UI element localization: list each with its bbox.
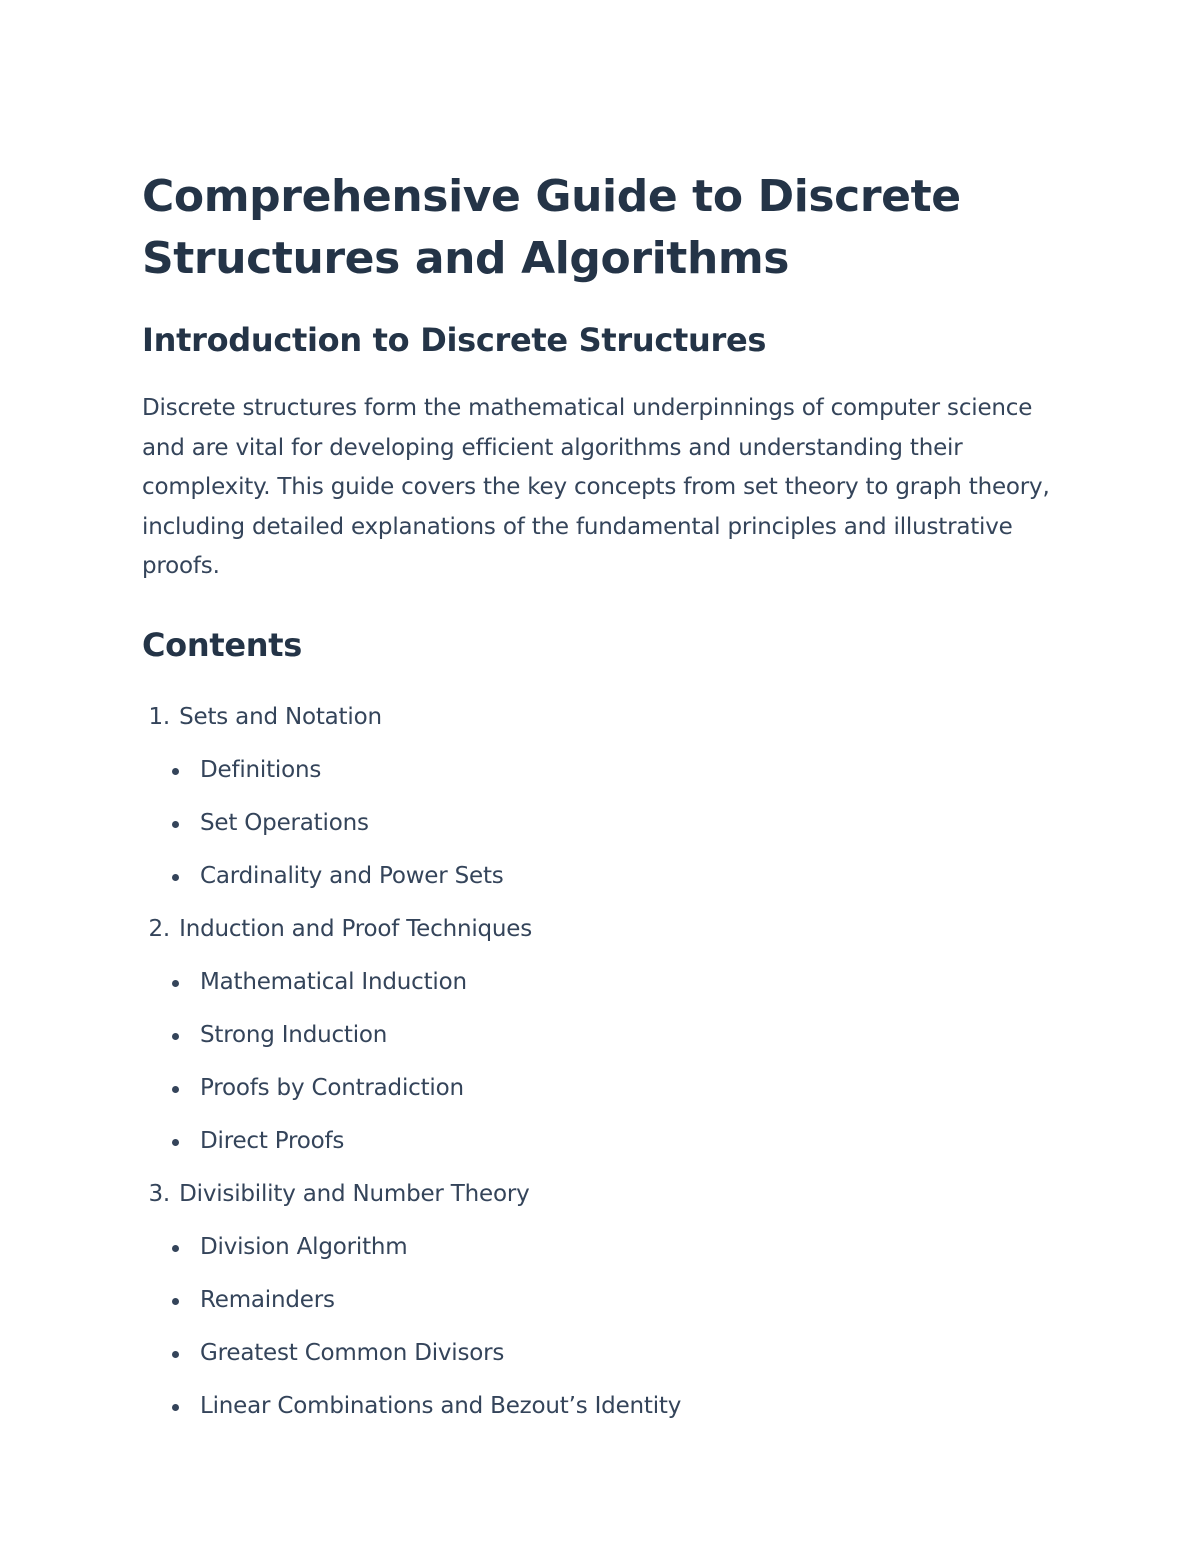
toc-subitem-label: Definitions <box>200 756 322 783</box>
toc-section-number: 2. <box>148 915 170 942</box>
toc-subitem-label: Proofs by Contradiction <box>200 1074 464 1101</box>
toc-section <box>142 691 1072 744</box>
toc-subitem <box>142 744 1072 797</box>
contents-heading: Contents <box>142 625 302 664</box>
toc-subitem-label: Cardinality and Power Sets <box>200 862 504 889</box>
bullet-icon <box>172 874 179 881</box>
toc-subitem-label: Remainders <box>200 1286 335 1313</box>
bullet-icon <box>172 980 179 987</box>
toc-subitem <box>142 1221 1072 1274</box>
toc-subitem <box>142 1327 1072 1380</box>
toc-section-number: 1. <box>148 703 170 730</box>
intro-heading: Introduction to Discrete Structures <box>142 321 767 359</box>
bullet-icon <box>172 1351 179 1358</box>
toc-section-label: Divisibility and Number Theory <box>179 1180 530 1207</box>
table-of-contents <box>142 691 1072 1433</box>
bullet-icon <box>172 1245 179 1252</box>
toc-subitem-label: Greatest Common Divisors <box>200 1339 505 1366</box>
toc-section-label: Induction and Proof Techniques <box>179 915 533 942</box>
bullet-icon <box>172 821 179 828</box>
document-page <box>142 166 1072 1433</box>
bullet-icon <box>172 1139 179 1146</box>
toc-subitem <box>142 850 1072 903</box>
bullet-icon <box>172 1298 179 1305</box>
toc-subitem-label: Division Algorithm <box>200 1233 408 1260</box>
toc-subitem-label: Linear Combinations and Bezout’s Identity <box>200 1392 682 1419</box>
toc-subitem <box>142 1115 1072 1168</box>
toc-subitem <box>142 797 1072 850</box>
toc-subitem <box>142 1274 1072 1327</box>
toc-section <box>142 903 1072 956</box>
toc-subitem-label: Direct Proofs <box>200 1127 345 1154</box>
bullet-icon <box>172 1404 179 1411</box>
toc-subitem-label: Strong Induction <box>200 1021 388 1048</box>
toc-subitem <box>142 1062 1072 1115</box>
toc-subitem-label: Set Operations <box>200 809 369 836</box>
toc-subitem <box>142 1380 1072 1433</box>
toc-subitem <box>142 1009 1072 1062</box>
toc-subitem <box>142 956 1072 1009</box>
toc-section-number: 3. <box>148 1180 170 1207</box>
bullet-icon <box>172 768 179 775</box>
bullet-icon <box>172 1086 179 1093</box>
bullet-icon <box>172 1033 179 1040</box>
intro-paragraph: Discrete structures form the mathematical underpinnings of computer science and are vital for developing efficient algorithms and understanding their complexity. This guide covers the key concepts from set theory to graph theory, including detailed explanations of the fundamental principles and illustrative proofs. <box>142 395 1050 579</box>
toc-section <box>142 1168 1072 1221</box>
document-title: Comprehensive Guide to Discrete Structures and Algorithms <box>142 171 961 284</box>
toc-subitem-label: Mathematical Induction <box>200 968 467 995</box>
toc-section-label: Sets and Notation <box>179 703 382 730</box>
